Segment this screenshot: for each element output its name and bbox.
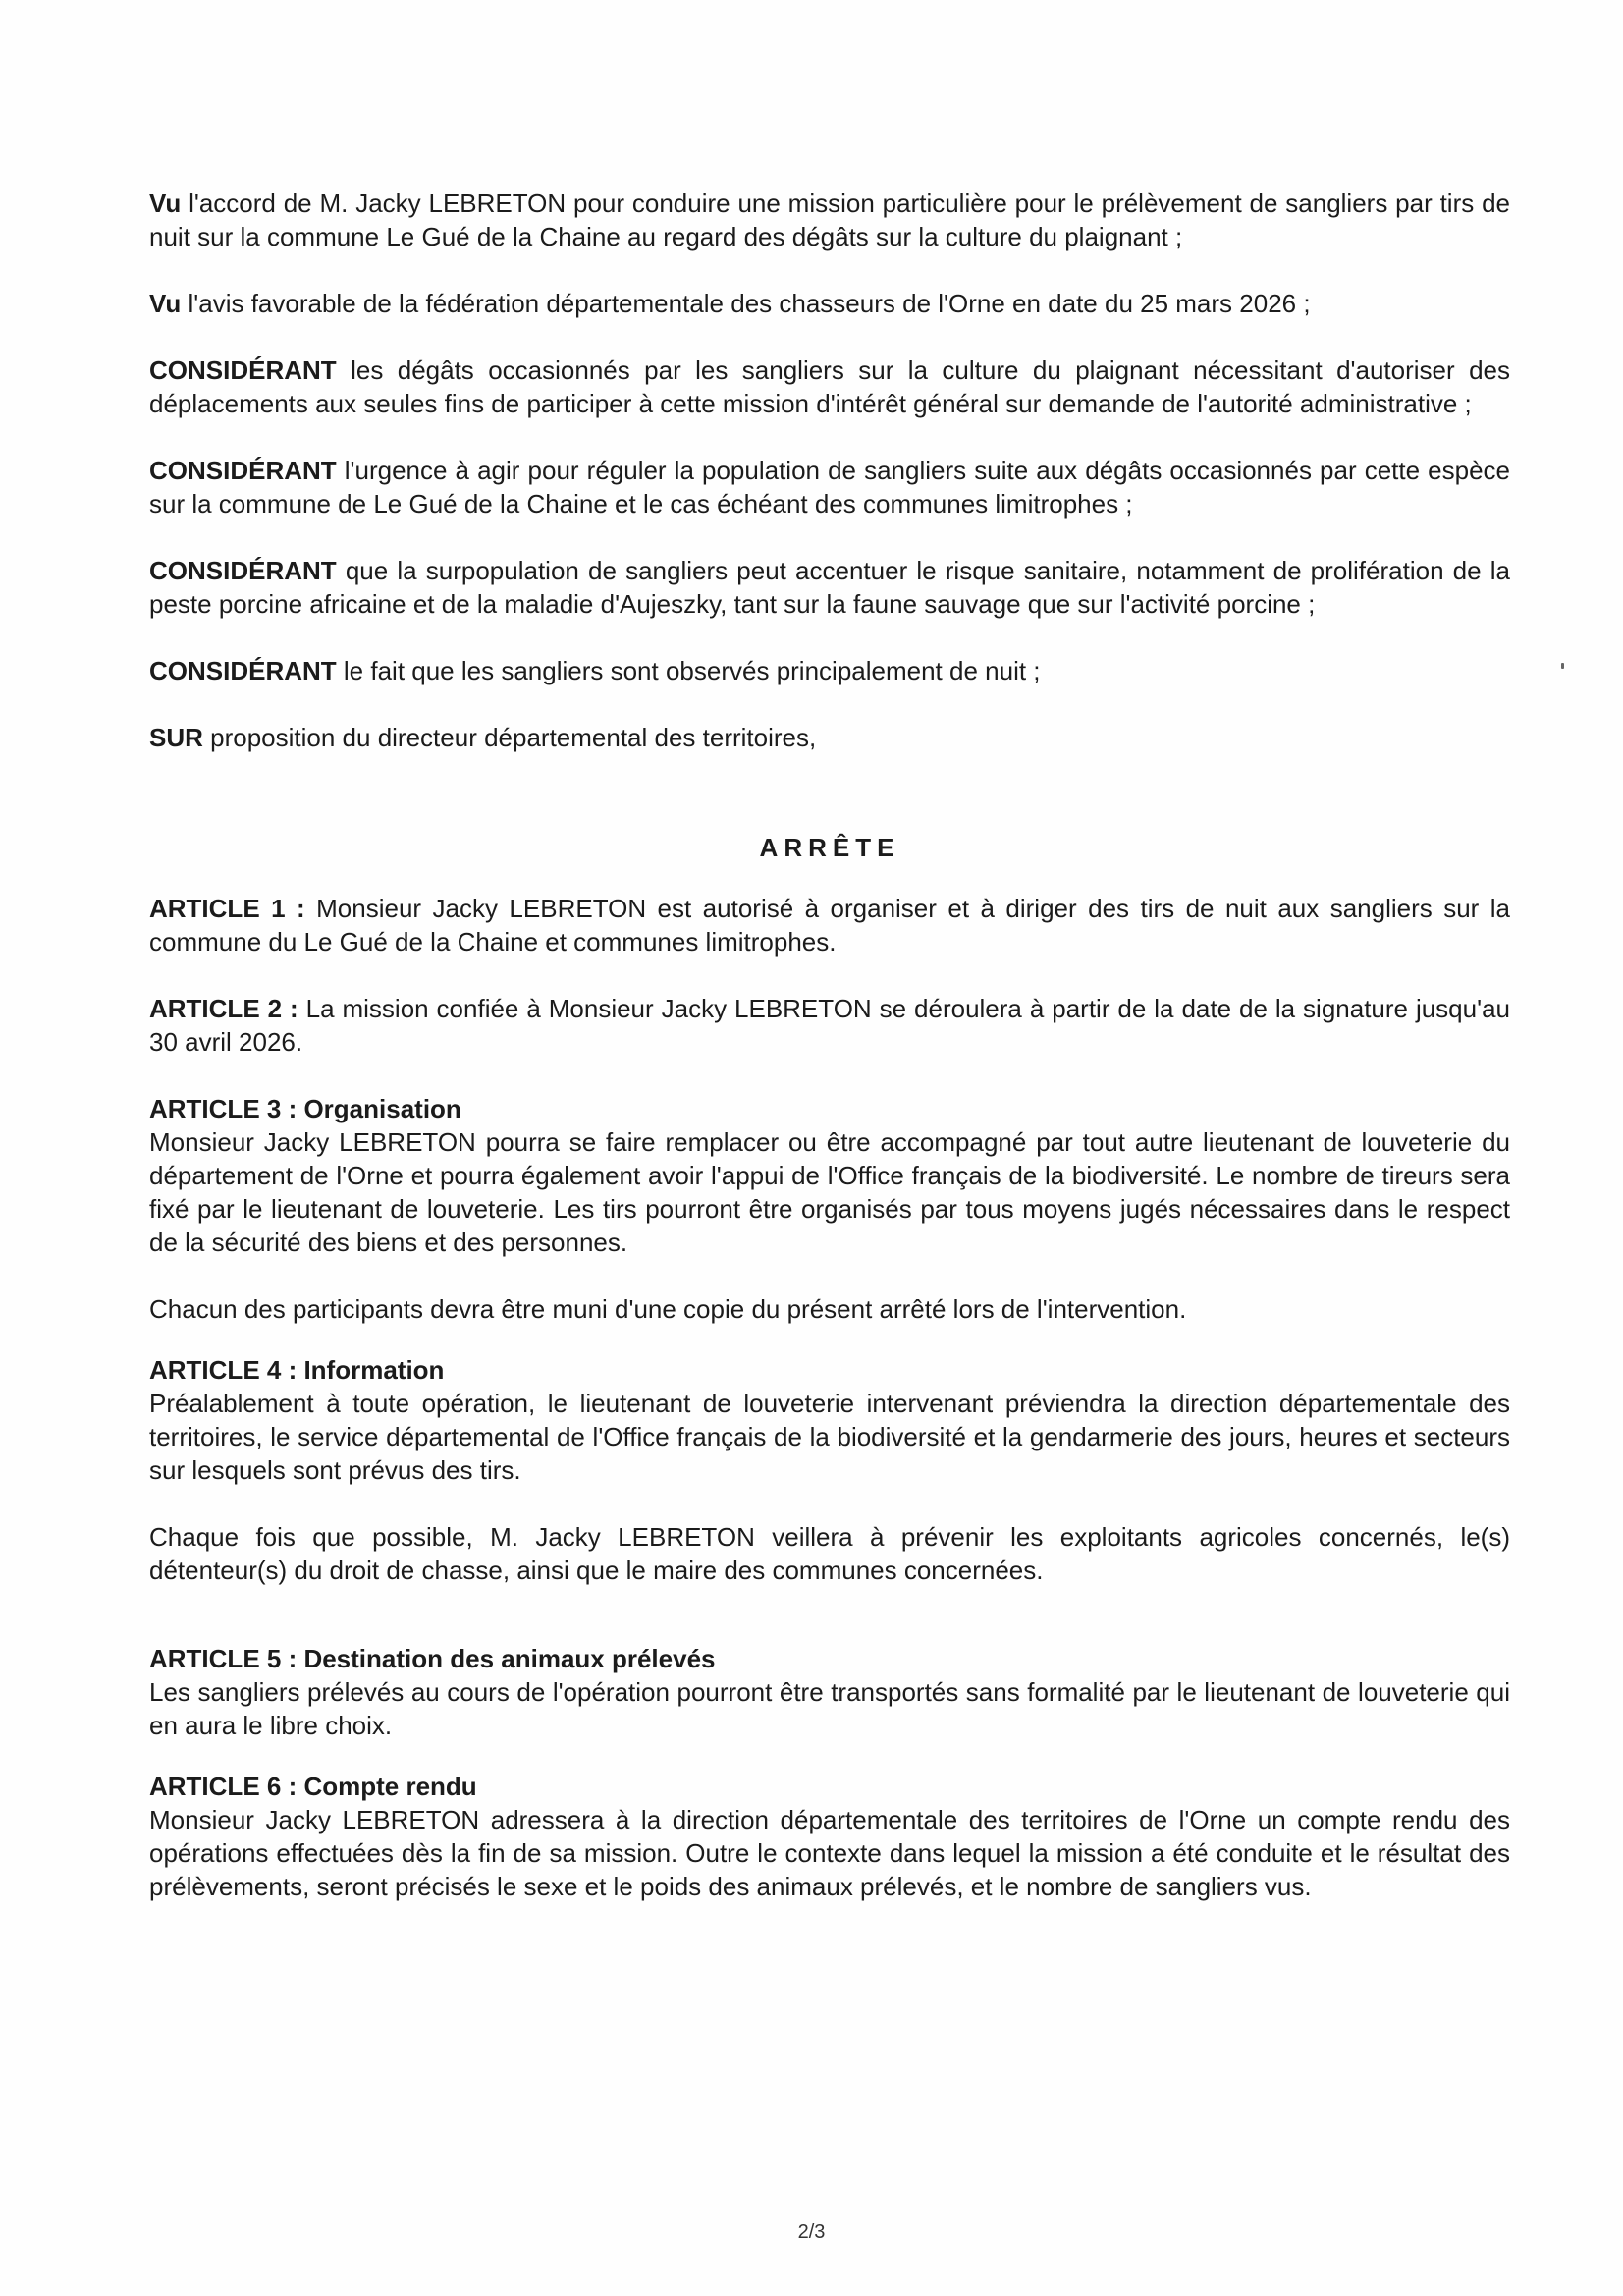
sur-text: proposition du directeur départemental des territoires, <box>202 723 817 752</box>
article-5-heading: ARTICLE 5 : Destination des animaux prélevés <box>149 1644 716 1673</box>
considerant-paragraph-1 <box>149 354 1510 420</box>
article-4-text-2: Chaque fois que possible, M. Jacky LEBRETON veillera à prévenir les exploitants agricoles concernés, le(s) détenteur(s) du droit de chasse, ainsi que le maire des communes concernées. <box>149 1522 1510 1585</box>
article-5-text: Les sangliers prélevés au cours de l'opération pourront être transportés sans formalité par le lieutenant de louveterie qui en aura le libre choix. <box>149 1677 1510 1740</box>
considerant-text-1: les dégâts occasionnés par les sangliers sur la culture du plaignant nécessitant d'autoriser des déplacements aux seules fins de participer à cette mission d'intérêt général sur demande de l'autorité administrative ; <box>149 355 1510 418</box>
vu-keyword: Vu <box>149 289 182 318</box>
decree-title: ARRÊTE <box>759 833 900 862</box>
page-number: 2/3 <box>797 2221 826 2243</box>
article-3-heading: ARTICLE 3 : Organisation <box>149 1094 461 1123</box>
considerant-text-2: l'urgence à agir pour réguler la population de sangliers suite aux dégâts occasionnés par cette espèce sur la commune de Le Gué de la Chaine et le cas échéant des communes limitrophes ; <box>149 456 1510 519</box>
vu-avis-text: l'avis favorable de la fédération départementale des chasseurs de l'Orne en date du 25 mars 2026 ; <box>181 289 1311 318</box>
vu-keyword: Vu <box>149 189 182 218</box>
article-2 <box>149 992 1510 1059</box>
article-4-text: Préalablement à toute opération, le lieutenant de louveterie intervenant préviendra la direction départementale des territoires, le service départemental de l'Office français de la biodiversité et la gendarmerie des jours, heures et secteurs sur lesquels sont prévus des tirs. <box>149 1389 1510 1485</box>
vu-accord-paragraph <box>149 187 1510 253</box>
article-1 <box>149 892 1510 958</box>
considerant-keyword: CONSIDÉRANT <box>149 456 337 485</box>
sur-keyword: SUR <box>149 723 203 752</box>
considerant-keyword: CONSIDÉRANT <box>149 556 337 585</box>
considerant-keyword: CONSIDÉRANT <box>149 656 337 685</box>
considerant-keyword: CONSIDÉRANT <box>149 355 337 385</box>
considerant-paragraph-3 <box>149 554 1510 621</box>
considerant-paragraph-2 <box>149 454 1510 520</box>
considerant-text-3: que la surpopulation de sangliers peut accentuer le risque sanitaire, notamment de prolifération de la peste porcine africaine et de la maladie d'Aujeszky, tant sur la faune sauvage que sur l'activité porcine ; <box>149 556 1510 619</box>
article-4-heading: ARTICLE 4 : Information <box>149 1355 445 1385</box>
vu-avis-paragraph <box>149 287 1510 320</box>
article-3-text-2: Chacun des participants devra être muni d'une copie du présent arrêté lors de l'intervention. <box>149 1294 1187 1324</box>
article-2-text: La mission confiée à Monsieur Jacky LEBRETON se déroulera à partir de la date de la signature jusqu'au 30 avril 2026. <box>149 994 1510 1057</box>
sur-paragraph <box>149 721 1510 754</box>
scan-speck <box>1561 663 1564 669</box>
article-1-heading: ARTICLE 1 : <box>149 894 305 923</box>
article-6-heading: ARTICLE 6 : Compte rendu <box>149 1772 477 1801</box>
article-1-text: Monsieur Jacky LEBRETON est autorisé à organiser et à diriger des tirs de nuit aux sangliers sur la commune du Le Gué de la Chaine et communes limitrophes. <box>149 894 1510 957</box>
considerant-text-4: le fait que les sangliers sont observés principalement de nuit ; <box>336 656 1041 685</box>
article-6-text: Monsieur Jacky LEBRETON adressera à la direction départementale des territoires de l'Orne un compte rendu des opérations effectuées dès la fin de sa mission. Outre le contexte dans lequel la mission a été conduite et le résultat des prélèvements, seront précisés le sexe et le poids des animaux prélevés, et le nombre de sangliers vus. <box>149 1805 1510 1901</box>
considerant-paragraph-4 <box>149 654 1510 687</box>
article-3-text: Monsieur Jacky LEBRETON pourra se faire remplacer ou être accompagné par tout autre lieutenant de louveterie du département de l'Orne et pourra également avoir l'appui de l'Office français de la biodiversité. Le nombre de tireurs sera fixé par le lieutenant de louveterie. Les tirs pourront être organisés par tous moyens jugés nécessaires dans le respect de la sécurité des biens et des personnes. <box>149 1127 1510 1257</box>
article-2-heading: ARTICLE 2 : <box>149 994 298 1023</box>
document-body <box>149 187 1510 1903</box>
vu-accord-text: l'accord de M. Jacky LEBRETON pour conduire une mission particulière pour le prélèvement de sangliers par tirs de nuit sur la commune Le Gué de la Chaine au regard des dégâts sur la culture du plaignant ; <box>149 189 1510 251</box>
